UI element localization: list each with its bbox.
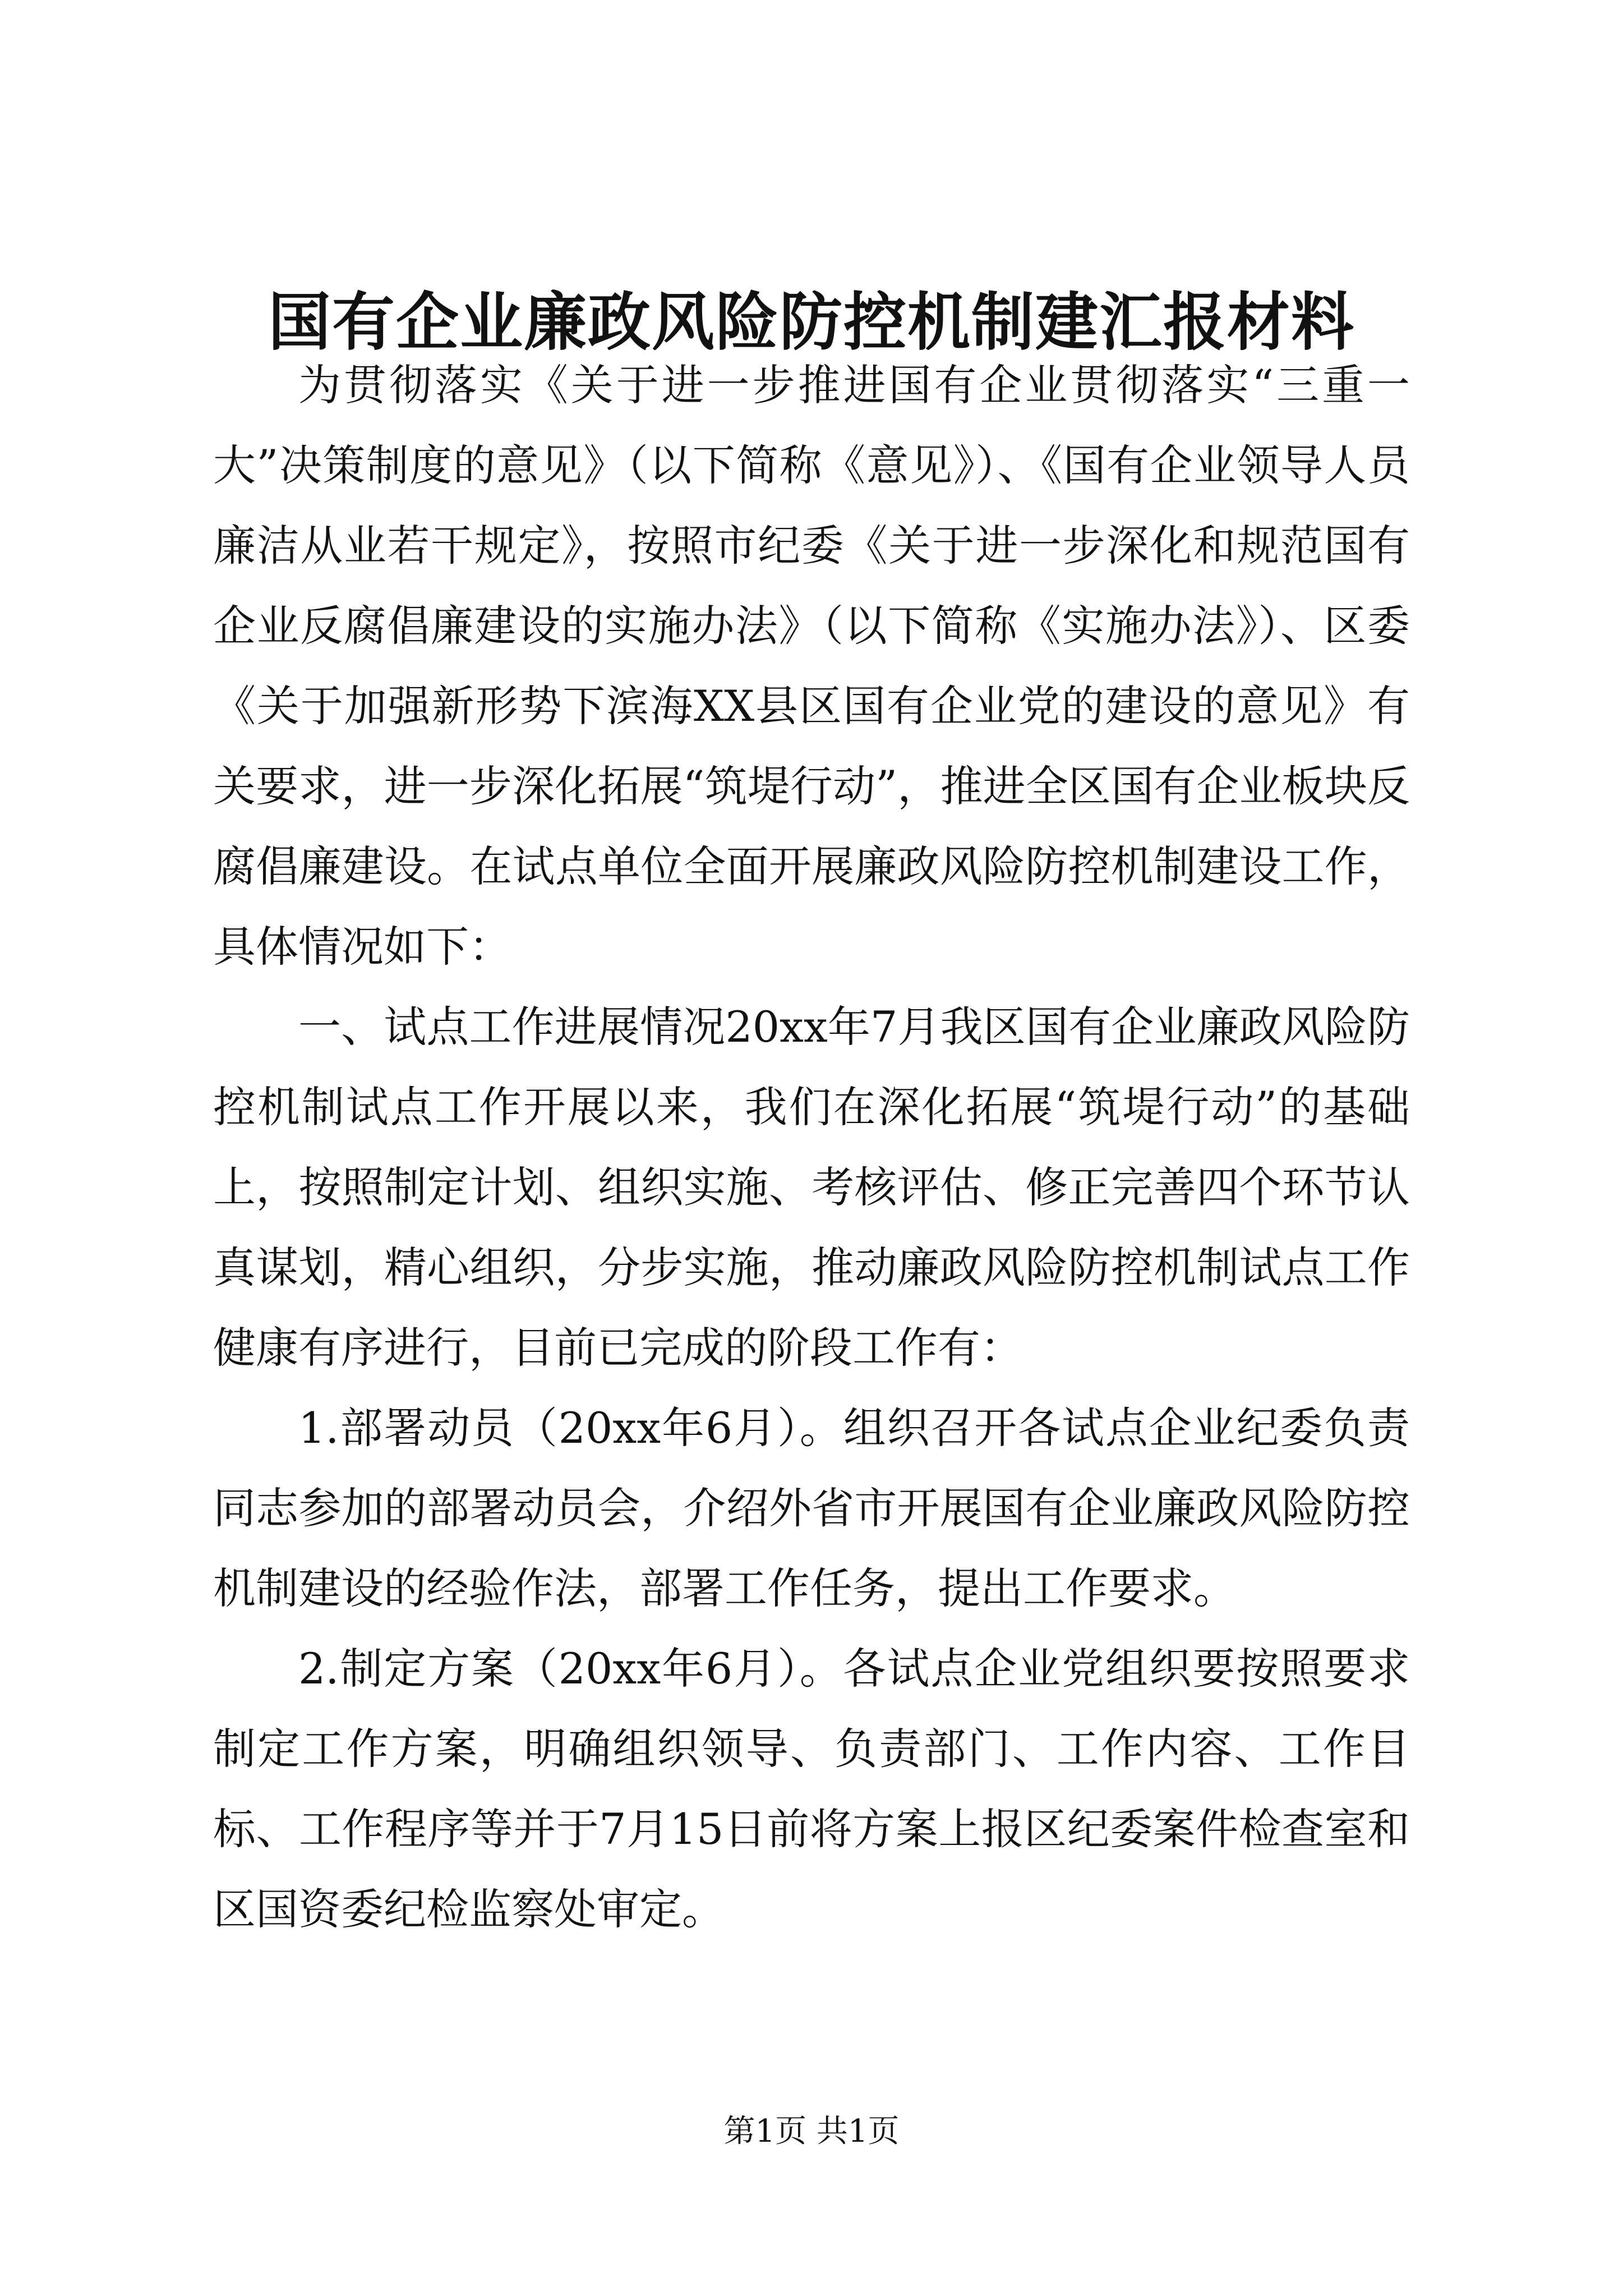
paragraph-section-one: 一、试点工作进展情况20xx年7月我区国有企业廉政风险防控机制试点工作开展以来，我们在深化拓展“筑堤行动”的基础上，按照制定计划、组织实施、考核评估、修正完善四个环节认真谋划，精心组织，分步实施，推动廉政风险防控机制试点工作健康有序进行，目前已完成的阶段工作有： bbox=[213, 1002, 1410, 1373]
paragraph-item-2: 2.制定方案（20xx年6月）。各试点企业党组织要按照要求制定工作方案，明确组织领导、负责部门、工作内容、工作目标、工作程序等并于7月15日前将方案上报区纪委案件检查室和区国资委纪检监察处审定。 bbox=[213, 1644, 1410, 1934]
document-title: 国有企业廉政风险防控机制建汇报材料 bbox=[268, 286, 1355, 359]
paragraph-intro: 为贯彻落实《关于进一步推进国有企业贯彻落实“三重一大”决策制度的意见》（以下简称《意见》）、《国有企业领导人员廉洁从业若干规定》，按照市纪委《关于进一步深化和规范国有企业反腐倡廉建设的实施办法》（以下简称《实施办法》）、区委《关于加强新形势下滨海XX县区国有企业党的建设的意见》有关要求，进一步深化拓展“筑堤行动”，推进全区国有企业板块反腐倡廉建设。在试点单位全面开展廉政风险防控机制建设工作，具体情况如下： bbox=[213, 360, 1410, 972]
paragraph-item-1: 1.部署动员（20xx年6月）。组织召开各试点企业纪委负责同志参加的部署动员会，介绍外省市开展国有企业廉政风险防控机制建设的经验作法，部署工作任务，提出工作要求。 bbox=[213, 1403, 1410, 1613]
document-body bbox=[213, 345, 1410, 1949]
page-number: 第1页 共1页 bbox=[723, 2113, 900, 2150]
